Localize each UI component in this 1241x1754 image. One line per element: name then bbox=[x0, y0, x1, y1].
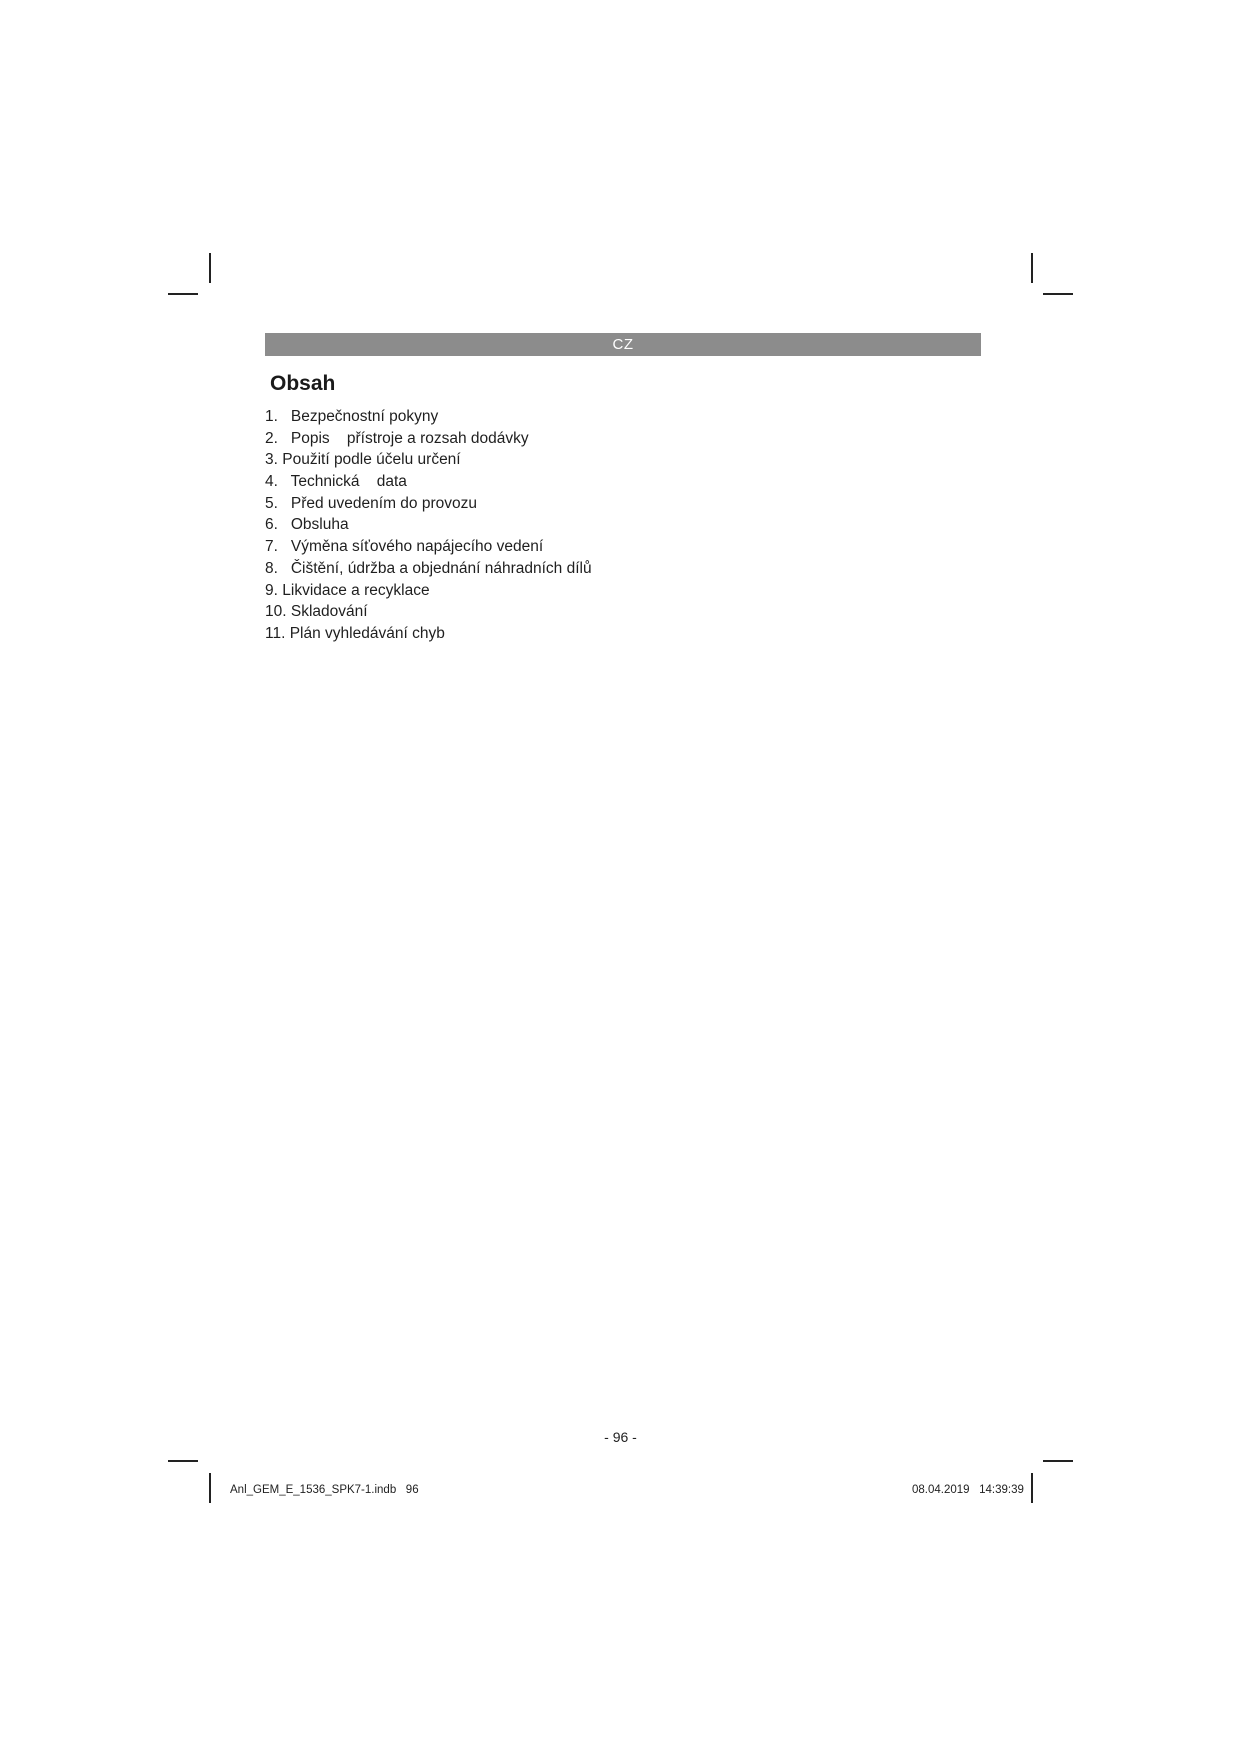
crop-mark-top-left-vertical bbox=[209, 253, 211, 283]
toc-item-number: 3. bbox=[265, 451, 278, 469]
toc-item-number: 9. bbox=[265, 581, 278, 599]
crop-mark-top-right-vertical bbox=[1031, 253, 1033, 283]
toc-item-number: 5. bbox=[265, 494, 278, 512]
toc-item-number: 8. bbox=[265, 559, 278, 577]
crop-mark-bottom-right-horizontal bbox=[1043, 1460, 1073, 1462]
toc-item-label: Obsluha bbox=[290, 516, 349, 534]
toc-item-label: Výměna síťového napájecího vedení bbox=[290, 538, 544, 556]
toc-item-label: Plán vyhledávání chyb bbox=[289, 624, 445, 642]
toc-item-number: 7. bbox=[265, 538, 278, 556]
toc-item-label: Bezpečnostní pokyny bbox=[290, 408, 439, 425]
toc-item bbox=[265, 514, 965, 536]
footer-timestamp: 08.04.2019 14:39:39 bbox=[912, 1484, 1024, 1496]
toc-item-gap bbox=[278, 560, 291, 577]
toc-item bbox=[265, 449, 965, 471]
toc-item bbox=[265, 493, 965, 515]
crop-mark-top-left-horizontal bbox=[168, 293, 198, 295]
toc-item-gap bbox=[278, 538, 291, 555]
toc-item-number: 1. bbox=[265, 408, 278, 425]
toc-item-label: Technická data bbox=[290, 473, 407, 491]
toc-item-label: Použití podle účelu určení bbox=[282, 451, 461, 469]
toc-item-number: 6. bbox=[265, 516, 278, 534]
crop-mark-top-right-horizontal bbox=[1043, 293, 1073, 295]
toc-item bbox=[265, 580, 965, 602]
toc-item-number: 11. bbox=[265, 624, 286, 642]
toc-item bbox=[265, 428, 965, 450]
toc-item-gap bbox=[278, 473, 291, 490]
toc-item-number: 10. bbox=[265, 603, 287, 621]
toc-item-gap bbox=[278, 516, 291, 533]
toc-item bbox=[265, 536, 965, 558]
toc-item-label: Před uvedením do provozu bbox=[290, 494, 477, 512]
toc-item-label: Skladování bbox=[290, 603, 368, 621]
crop-mark-bottom-left-vertical bbox=[209, 1473, 211, 1503]
language-header-bar bbox=[265, 333, 981, 356]
toc-item-label: Popis přístroje a rozsah dodávky bbox=[290, 429, 529, 447]
toc-item bbox=[265, 471, 965, 493]
toc-item-label: Čištění, údržba a objednání náhradních dílů bbox=[290, 559, 592, 577]
crop-mark-bottom-right-vertical bbox=[1031, 1473, 1033, 1503]
toc-item-gap bbox=[278, 495, 291, 512]
table-of-contents bbox=[265, 406, 965, 645]
toc-item-number: 4. bbox=[265, 473, 278, 491]
language-code: CZ bbox=[612, 336, 634, 353]
crop-mark-bottom-left-horizontal bbox=[168, 1460, 198, 1462]
page-number: - 96 - bbox=[604, 1429, 637, 1445]
footer-file-name: Anl_GEM_E_1536_SPK7-1.indb 96 bbox=[230, 1484, 419, 1496]
toc-item-gap bbox=[278, 430, 291, 447]
toc-item-number: 2. bbox=[265, 429, 278, 447]
page-title: Obsah bbox=[270, 372, 336, 395]
toc-item bbox=[265, 601, 965, 623]
toc-item bbox=[265, 406, 965, 428]
toc-item-label: Likvidace a recyklace bbox=[282, 581, 430, 599]
toc-item bbox=[265, 558, 965, 580]
toc-item-gap bbox=[278, 408, 291, 425]
toc-item bbox=[265, 623, 965, 645]
